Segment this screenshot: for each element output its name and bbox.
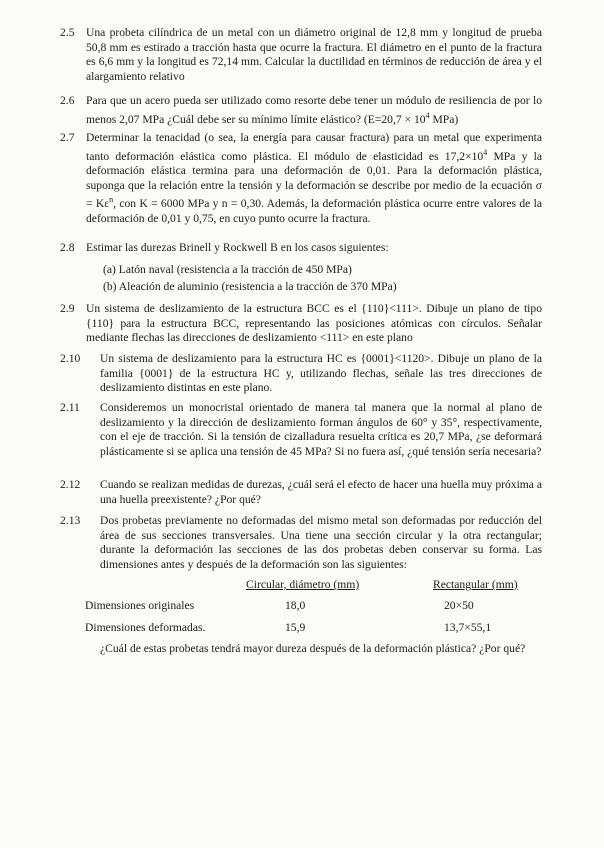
problem-number: 2.12: [60, 478, 81, 491]
problem-number: 2.7: [60, 131, 75, 144]
problem-text: Consideremos un monocristal orientado de manera tal manera que la normal al plano de deslizamiento y la dirección de deslizamiento forman ángulos de 60° y 35°, respectivamente, con el eje de tracción. Si la tensión de cizalladura resuelta crítica es 20,7 MPa, ¿se deformará plásticamente si se aplica una tensión de 45 MPa? Si no fuera así, ¿qué tensión sería necesaria?: [100, 401, 542, 458]
problem-text-part: , con K = 6000 MPa y n = 0,30. Además, la deformación plástica ocurre entre valores de la deformación de 0,01 y 0,75, en cuyo punto ocurre la fractura.: [86, 197, 542, 225]
problem-2-8: [60, 241, 542, 256]
problem-number: 2.11: [60, 401, 80, 414]
exponent: 4: [425, 110, 430, 120]
problem-2-13: [60, 514, 542, 572]
table-row-label: Dimensiones originales: [85, 599, 195, 612]
table-cell-rectangular: 13,7×55,1: [444, 621, 492, 634]
table-cell-circular: 18,0: [285, 599, 306, 612]
problem-text: Dos probetas previamente no deformadas del mismo metal son deformadas por reducción del área de sus secciones transversales. Una tiene una sección circular y la otra rectangular; durante la deformación las secciones de las dos probetas deben conservar su forma. Las dimensiones antes y después de la deformación son las siguientes:: [100, 514, 542, 571]
problem-2-12: [60, 478, 542, 507]
problem-text-part: MPa y la deformación elástica termina para una deformación de 0,01. Para la deformación plástica, suponga que la relación entre la tensión y la deformación se describe por medio de la ecuación σ = Kε: [86, 149, 542, 211]
problem-item-a: (a) Latón naval (resistencia a la tracción de 450 MPa): [103, 263, 352, 276]
problem-number: 2.8: [60, 241, 75, 254]
table-header-rectangular: Rectangular (mm): [433, 578, 518, 591]
problem-number: 2.10: [60, 352, 81, 365]
problem-2-5: [60, 26, 542, 84]
table-cell-circular: 15,9: [285, 621, 306, 634]
problem-number: 2.9: [60, 302, 75, 315]
problem-text: [86, 94, 542, 127]
problem-2-9: [60, 302, 542, 346]
table-cell-rectangular: 20×50: [444, 599, 474, 612]
problem-number: 2.5: [60, 26, 75, 39]
problem-2-13-question: ¿Cuál de estas probetas tendrá mayor dureza después de la deformación plástica? ¿Por qué?: [100, 642, 526, 655]
problem-2-7: [60, 131, 542, 226]
problem-text: Estimar las durezas Brinell y Rockwell B en los casos siguientes:: [86, 241, 389, 254]
exponent: 4: [483, 147, 488, 157]
problem-2-10: [60, 352, 542, 396]
table-header-circular: Circular, diámetro (mm): [246, 578, 360, 591]
problem-text: Cuando se realizan medidas de durezas, ¿cuál será el efecto de hacer una huella muy próxima a una huella preexistente? ¿Por qué?: [100, 478, 542, 506]
problem-text-part: Determinar la tenacidad (o sea, la energía para causar fractura) para un metal que experimenta tanto deformación elástica como plástica. El módulo de elasticidad es 17,2×10: [86, 131, 542, 163]
problem-number: 2.6: [60, 94, 75, 107]
problem-text-part: Para que un acero pueda ser utilizado como resorte debe tener un módulo de resiliencia de por lo menos 2,07 MPa ¿Cuál debe ser su mínimo límite elástico? (E=20,7 × 10: [86, 94, 542, 126]
problem-number: 2.13: [60, 514, 81, 527]
problem-text: Un sistema de deslizamiento para la estructura HC es {0001}<1120>. Dibuje un plano de la familia {0001} de la estructura HC y, utilizando flechas, señale las tres direcciones de deslizamiento distintas en este plano.: [100, 352, 542, 395]
table-row-label: Dimensiones deformadas.: [85, 621, 206, 634]
problem-2-11: [60, 401, 542, 459]
problem-text-part: MPa): [429, 112, 459, 126]
problem-text: Un sistema de deslizamiento de la estructura BCC es el {110}<111>. Dibuje un plano de tipo {110} para la estructura BCC, representando las posiciones atómicas con círculos. Señalar mediante flechas las direcciones de deslizamiento <111> en este plano: [86, 302, 542, 345]
exponent: n: [109, 195, 114, 205]
problem-text: Una probeta cilíndrica de un metal con un diámetro original de 12,8 mm y longitud de prueba 50,8 mm es estirado a tracción hasta que ocurre la fractura. El diámetro en el punto de la fractura es 6,6 mm y la longitud es 72,14 mm. Calcular la ductilidad en términos de reducción de área y el alargamiento relativo: [86, 26, 542, 83]
problem-item-b: (b) Aleación de aluminio (resistencia a la tracción de 370 MPa): [103, 280, 397, 293]
problem-2-6: [60, 94, 542, 127]
problem-text: [86, 131, 542, 226]
